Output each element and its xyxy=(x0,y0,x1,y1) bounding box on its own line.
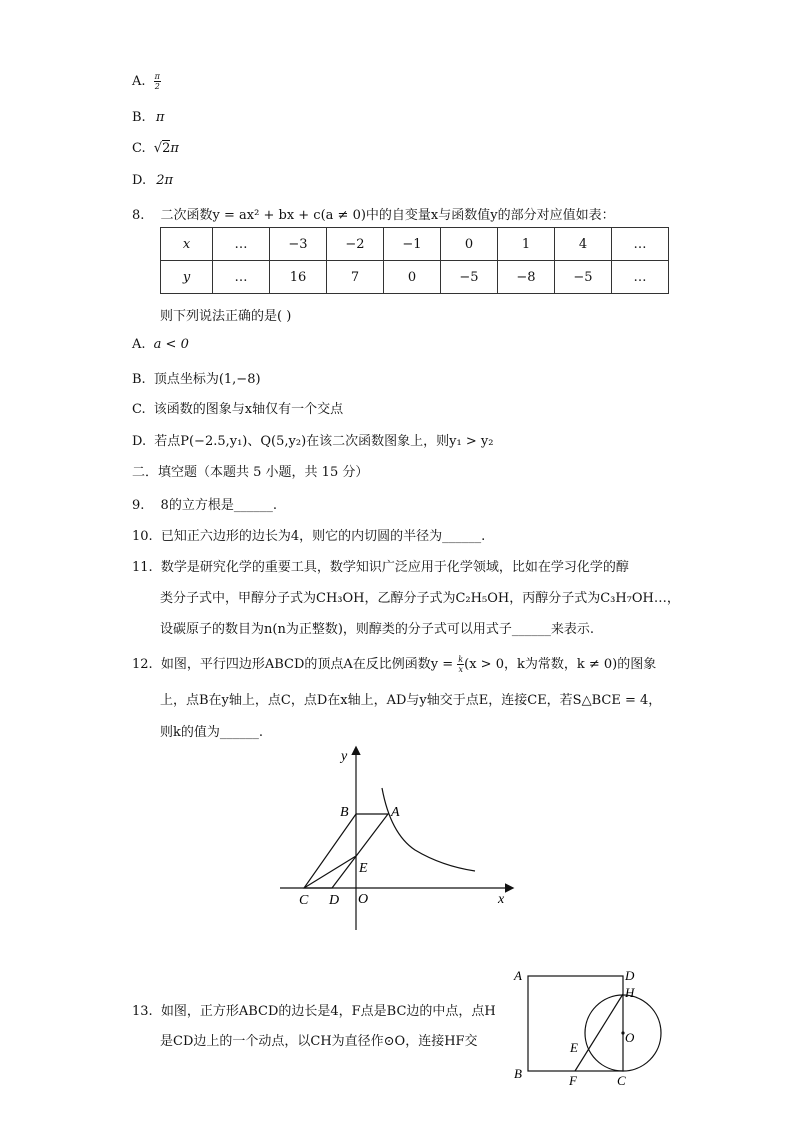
fraction-numerator: k xyxy=(458,655,464,664)
sqrt-symbol: √ xyxy=(153,141,163,156)
table-row xyxy=(161,261,669,294)
question-text: 如图，平行四边形ABCD的顶点A在反比例函数y = xyxy=(160,657,458,672)
question-text: 数学是研究化学的重要工具，数学知识广泛应用于化学领域，比如在学习化学的醇 xyxy=(160,560,629,575)
segment-ce xyxy=(304,856,356,888)
q7-option-c xyxy=(132,141,179,156)
q12-line-1 xyxy=(132,653,656,674)
section-heading: 二．填空题（本题共 5 小题，共 15 分） xyxy=(132,465,369,480)
option-text: 该函数的图象与x轴仅有一个交点 xyxy=(153,402,344,417)
table-cell: 0 xyxy=(384,261,441,294)
table-cell: 7 xyxy=(327,261,384,294)
parallelogram-abcd xyxy=(304,814,388,888)
table-cell: … xyxy=(612,261,669,294)
label-h: H xyxy=(625,985,635,1000)
segment-hf xyxy=(575,994,623,1071)
q13-line-2: 是CD边上的一个动点，以CH为直径作⊙O，连接HF交 xyxy=(160,1034,478,1049)
option-letter: A. xyxy=(132,74,146,89)
table-cell: … xyxy=(612,228,669,261)
option-text: 若点P(−2.5,y₁)、Q(5,y₂)在该二次函数图象上，则y₁ > y₂ xyxy=(154,434,494,449)
q11-line-1 xyxy=(132,556,629,575)
label-o: O xyxy=(358,892,369,907)
question-number: 12. xyxy=(132,657,153,672)
fraction-denominator: x xyxy=(458,665,463,674)
option-text: π xyxy=(170,141,179,156)
q11-line-3: 设碳原子的数目为n(n为正整数)，则醇类的分子式可以用式子______来表示. xyxy=(160,622,595,637)
sqrt-radicand: 2 xyxy=(162,141,171,156)
question-text: (x > 0，k为常数，k ≠ 0)的图象 xyxy=(464,657,657,672)
label-a: A xyxy=(514,968,522,983)
label-e: E xyxy=(570,1040,578,1055)
q9 xyxy=(132,494,277,513)
q13-line-1 xyxy=(132,1000,496,1019)
q12-figure xyxy=(275,740,525,935)
option-letter: D. xyxy=(132,173,147,188)
table-cell: −3 xyxy=(270,228,327,261)
label-y: y xyxy=(341,749,348,764)
q8-option-b xyxy=(132,368,261,387)
q8-stem xyxy=(132,204,615,223)
option-letter: C. xyxy=(132,141,146,156)
option-letter: C. xyxy=(132,402,146,417)
question-text: 8的立方根是______. xyxy=(160,498,277,513)
q12-line-2: 上，点B在y轴上，点C，点D在x轴上，AD与y轴交于点E，连接CE，若S△BCE = 4， xyxy=(160,693,662,708)
table-cell: x xyxy=(161,228,213,261)
value-table xyxy=(160,227,669,294)
option-letter: A. xyxy=(132,337,146,352)
question-number: 8. xyxy=(132,208,145,223)
table-cell: y xyxy=(161,261,213,294)
option-letter: B. xyxy=(132,110,146,125)
table-cell: … xyxy=(213,228,270,261)
label-b: B xyxy=(514,1066,522,1081)
q11-line-2: 类分子式中，甲醇分子式为CH₃OH，乙醇分子式为C₂H₅OH，丙醇分子式为C₃H₇OH…， xyxy=(160,591,680,606)
q8-option-d xyxy=(132,430,493,449)
q13-figure xyxy=(508,964,668,1088)
table-cell: 0 xyxy=(441,228,498,261)
q7-option-d xyxy=(132,173,173,188)
table-cell: −2 xyxy=(327,228,384,261)
q10 xyxy=(132,525,485,544)
question-number: 10. xyxy=(132,529,153,544)
question-number: 11. xyxy=(132,560,153,575)
question-number: 9. xyxy=(132,498,145,513)
option-text: a < 0 xyxy=(153,337,189,352)
question-number: 13. xyxy=(132,1004,153,1019)
label-o: O xyxy=(625,1030,635,1045)
label-f: F xyxy=(569,1073,577,1088)
fraction-denominator: 2 xyxy=(154,82,160,91)
q8-prompt: 则下列说法正确的是( ) xyxy=(160,309,292,324)
table-cell: 16 xyxy=(270,261,327,294)
label-x: x xyxy=(498,892,505,907)
fraction-numerator: π xyxy=(154,72,160,81)
option-text: 顶点坐标为(1,−8) xyxy=(153,372,261,387)
fraction xyxy=(154,72,161,91)
table-row xyxy=(161,228,669,261)
q8-option-c xyxy=(132,398,343,417)
table-cell: −5 xyxy=(555,261,612,294)
question-text: 已知正六边形的边长为4，则它的内切圆的半径为______. xyxy=(160,529,486,544)
label-c: C xyxy=(299,893,309,908)
label-e: E xyxy=(359,861,368,876)
option-text: π xyxy=(155,110,165,125)
table-cell: −1 xyxy=(384,228,441,261)
q7-option-a xyxy=(132,72,161,91)
table-cell: 1 xyxy=(498,228,555,261)
label-d: D xyxy=(625,968,635,983)
q7-option-b xyxy=(132,110,164,125)
option-text: 2π xyxy=(156,173,174,188)
table-cell: … xyxy=(213,261,270,294)
label-d: D xyxy=(329,893,340,908)
label-b: B xyxy=(340,805,349,820)
question-text: 如图，正方形ABCD的边长是4，F点是BC边的中点，点H xyxy=(160,1004,496,1019)
table-cell: −5 xyxy=(441,261,498,294)
square-abcd xyxy=(528,976,623,1071)
q12-line-3: 则k的值为______. xyxy=(160,725,264,740)
table-cell: −8 xyxy=(498,261,555,294)
option-letter: B. xyxy=(132,372,146,387)
option-letter: D. xyxy=(132,434,147,449)
q8-option-a xyxy=(132,337,189,352)
label-c: C xyxy=(617,1073,626,1088)
label-a: A xyxy=(391,805,400,820)
hyperbola-curve xyxy=(382,788,475,871)
question-text: 二次函数y = ax² + bx + c(a ≠ 0)中的自变量x与函数值y的部分对应值如表： xyxy=(160,208,615,223)
table-cell: 4 xyxy=(555,228,612,261)
